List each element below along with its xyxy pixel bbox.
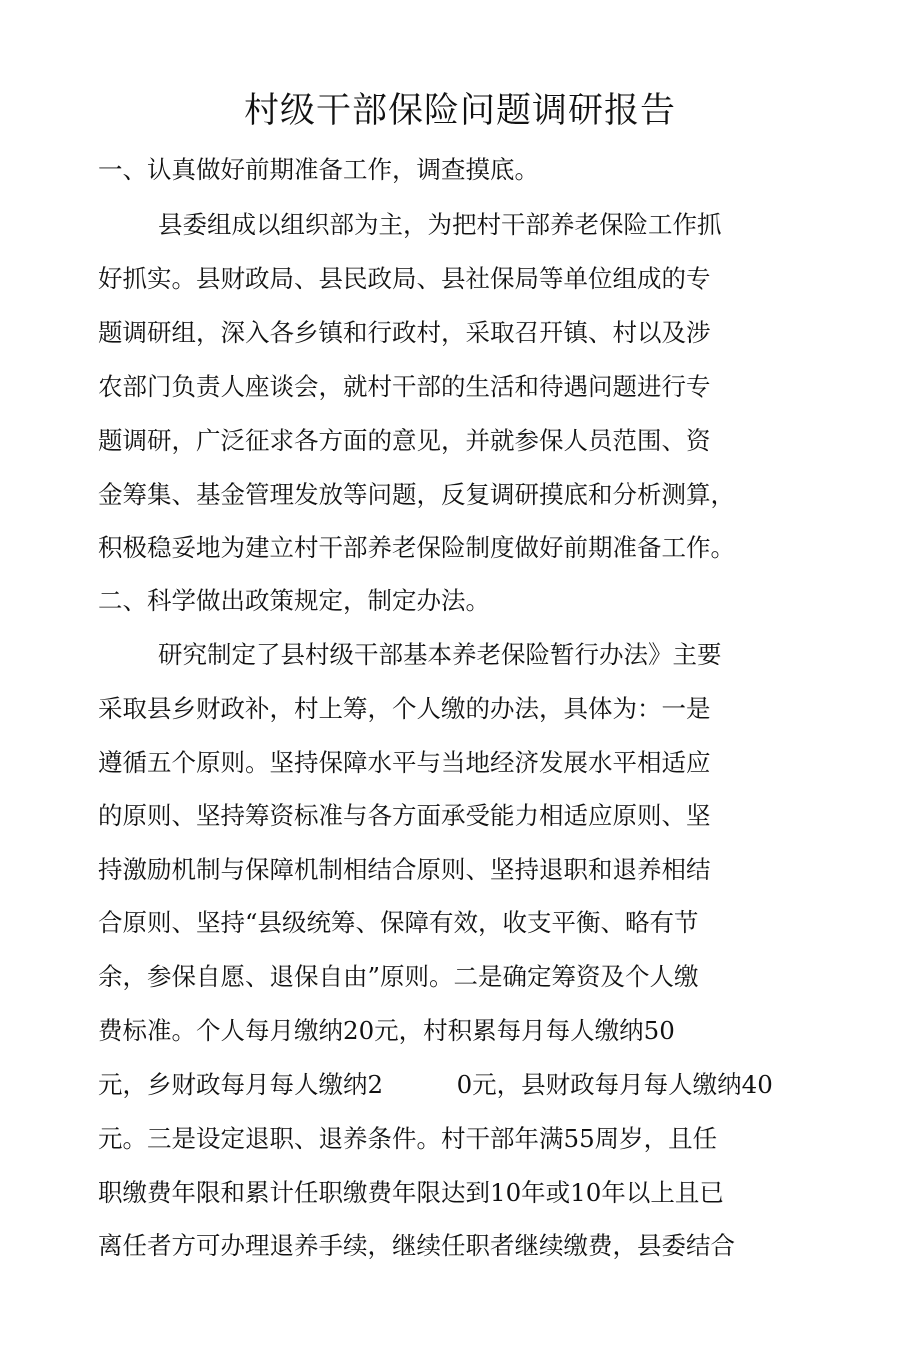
paragraph-line: 农部门负责人座谈会，就村干部的生活和待遇问题进行专 [98, 372, 711, 401]
paragraph-line: 积极稳妥地为建立村干部养老保险制度做好前期准备工作。 [98, 533, 735, 562]
paragraph-line: 元。三是设定退职、退养条件。村干部年满55周岁，且任 [98, 1124, 718, 1153]
paragraph-line: 采取县乡财政补，村上筹，个人缴的办法，具体为：一是 [98, 694, 711, 723]
paragraph-line: 遵循五个原则。坚持保障水平与当地经济发展水平相适应 [98, 748, 711, 777]
paragraph-line: 持激励机制与保障机制相结合原则、坚持退职和退养相结 [98, 855, 711, 884]
paragraph-line: 题调研，广泛征求各方面的意见，并就参保人员范围、资 [98, 426, 711, 455]
section-heading-2: 二、科学做出政策规定，制定办法。 [98, 586, 490, 615]
paragraph-line: 题调研组，深入各乡镇和行政村，采取召幵镇、村以及涉 [98, 318, 711, 347]
paragraph-line: 费标准。个人每月缴纳20元，村积累每月每人缴纳50 [98, 1016, 675, 1045]
paragraph-line: 研究制定了县村级干部基本养老保险暂行办法》主要 [158, 640, 722, 669]
paragraph-line: 职缴费年限和累计任职缴费年限达到10年或10年以上且已 [98, 1178, 724, 1207]
paragraph-line: 合原则、坚持“县级统筹、保障有效，收支平衡、略有节 [98, 908, 699, 937]
paragraph-line: 元，乡财政每月每人缴纳2 0元，县财政每月每人缴纳40 [98, 1070, 773, 1099]
paragraph-line: 县委组成以组织部为主，为把村干部养老保险工作抓 [158, 210, 722, 239]
document-title: 村级干部保险问题调研报告 [243, 91, 676, 131]
section-heading-1: 一、认真做好前期准备工作，调查摸底。 [98, 155, 539, 184]
paragraph-line: 的原则、坚持筹资标准与各方面承受能力相适应原则、坚 [98, 801, 711, 830]
paragraph-line: 余，参保自愿、退保自由”原则。二是确定筹资及个人缴 [98, 962, 699, 991]
paragraph-line: 好抓实。县财政局、县民政局、县社保局等单位组成的专 [98, 264, 711, 293]
paragraph-line: 金筹集、基金管理发放等问题，反复调研摸底和分析测算， [98, 480, 735, 509]
paragraph-line: 离任者方可办理退养手续，继续任职者继续缴费，县委结合 [98, 1231, 735, 1260]
